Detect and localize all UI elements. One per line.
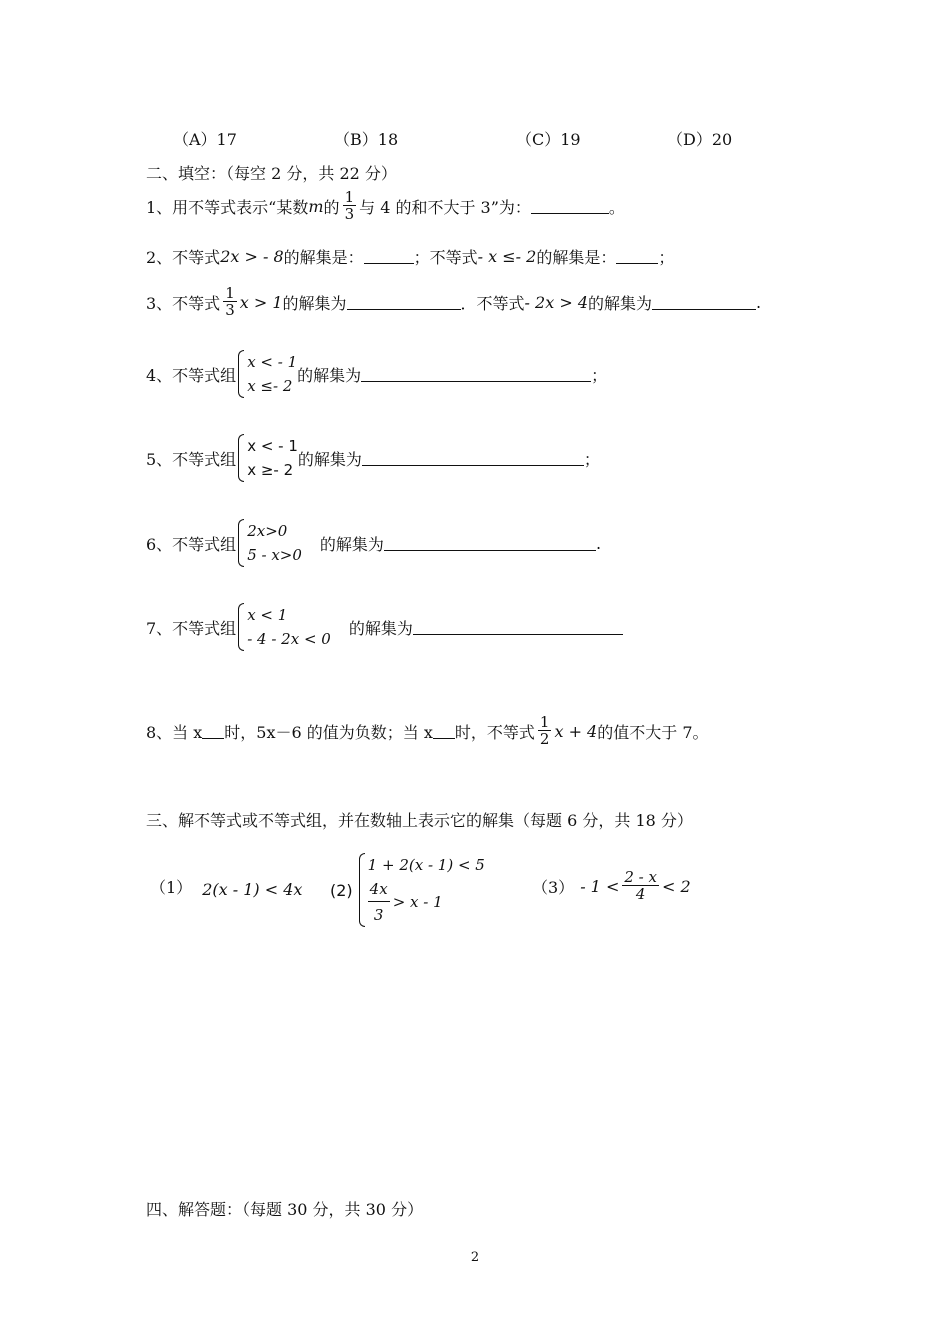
q8-pre: 8、当 x [146,722,203,742]
q5-system [238,434,298,482]
q8-post: 的值不大于 7。 [597,722,709,742]
q2-expr2: - x ≤- 2 [477,247,537,266]
q1-pre: 1、用不等式表示“某数 [146,197,309,217]
p2-line2-rest: > x - 1 [392,893,443,911]
q3-expr2: - 2x > 4 [524,292,588,312]
q7-system [238,603,331,651]
q3-end: . [756,292,762,312]
q8-mid2: 时，不等式 [454,722,535,742]
choice-d: （D）20 [667,130,733,149]
q2-sep: ；不等式 [413,248,478,267]
q3-expr1: x > 1 [239,292,283,312]
q6-post: 的解集为 [319,534,384,554]
q4-answer-blank[interactable] [361,367,591,382]
q2-mid1: 的解集是： [283,248,364,267]
question-3 [146,286,761,318]
q7-line1: x < 1 [247,606,288,624]
question-6 [146,519,601,567]
q3-mid2: 的解集为 [588,293,653,313]
choice-c: （C）19 [516,130,581,149]
question-2 [146,245,674,268]
q4-line1: x < - 1 [247,353,298,371]
q4-post: 的解集为 [297,365,362,385]
page-number: 2 [470,1250,480,1265]
q6-line2: 5 - x>0 [247,546,302,564]
q4-pre: 4、不等式组 [146,365,237,385]
q5-answer-blank[interactable] [362,451,584,466]
q6-answer-blank[interactable] [384,536,596,551]
problem-3 [532,870,691,902]
q3-pre: 3、不等式 [146,293,221,313]
p3-left: - 1 < [580,876,620,896]
problem-2 [330,853,485,927]
q8-expr: x + 4 [554,721,598,741]
q5-post: 的解集为 [297,449,362,469]
q6-system [238,519,302,567]
choice-a: （A）17 [173,130,237,149]
q3-answer-blank-1[interactable] [347,295,461,310]
q7-answer-blank[interactable] [413,620,623,635]
q4-line2: x ≤- 2 [247,377,293,395]
q1-fraction: $\frac{1}{3}$ [344,188,355,223]
section2-title: 二、填空：（每空 2 分，共 22 分） [146,164,397,183]
section4-title: 四、解答题：（每题 30 分，共 30 分） [146,1200,424,1219]
q2-expr1: 2x > - 8 [220,247,284,266]
p1-expr: 2(x - 1) < 4x [202,880,303,899]
q7-line2: - 4 - 2x < 0 [247,630,331,648]
q8-mid1: 时，5x－6 的值为负数；当 x [224,722,433,742]
question-8 [146,715,709,747]
p2-fraction: $\frac{4x}{3}$ [368,877,390,927]
question-5 [146,434,600,482]
q3-answer-blank-2[interactable] [652,295,756,310]
question-7 [146,603,623,651]
problem-1 [150,874,302,899]
q2-mid2: 的解集是： [536,248,617,267]
q2-answer-blank-2[interactable] [616,249,658,264]
q5-line2: x ≥- 2 [247,461,294,479]
p2-system [359,853,485,927]
p2-label: (2) [330,880,353,900]
q5-end: ； [583,449,600,469]
q2-answer-blank-1[interactable] [364,249,414,264]
q2-pre: 2、不等式 [146,248,221,267]
q6-end: . [595,533,602,553]
section3-title: 三、解不等式或不等式组，并在数轴上表示它的解集（每题 6 分，共 18 分） [146,811,693,830]
q6-line1: 2x>0 [247,522,288,540]
p3-right: < 2 [661,876,691,896]
q8-answer-blank-2[interactable] [433,724,455,739]
q1-post: 与 4 的和不大于 3”为： [359,197,531,217]
q4-end: ； [591,365,608,385]
q8-answer-blank-1[interactable] [202,724,224,739]
p1-label: （1） [150,878,193,897]
q5-line1: x < - 1 [247,437,298,455]
q5-pre: 5、不等式组 [146,449,237,469]
q8-fraction: $\frac{1}{2}$ [539,713,550,748]
q1-var: m [308,196,324,216]
choice-b: （B）18 [334,130,399,149]
question-4 [146,350,607,398]
q4-system [238,350,297,398]
q2-end: ； [658,248,675,267]
q1-answer-blank[interactable] [531,199,609,214]
p2-line1: 1 + 2(x - 1) < 5 [367,856,485,874]
q1-end: 。 [608,197,625,217]
q6-pre: 6、不等式组 [146,534,237,554]
q3-sep: ．不等式 [460,293,525,313]
p3-fraction: $\frac{2 - x}{4}$ [624,868,657,903]
q3-mid1: 的解集为 [282,293,347,313]
q3-fraction: $\frac{1}{3}$ [225,284,235,319]
question-1 [146,190,625,222]
p3-label: （3） [532,877,575,897]
q7-pre: 7、不等式组 [146,618,237,638]
q1-mid: 的 [323,197,340,217]
q7-post: 的解集为 [348,618,413,638]
